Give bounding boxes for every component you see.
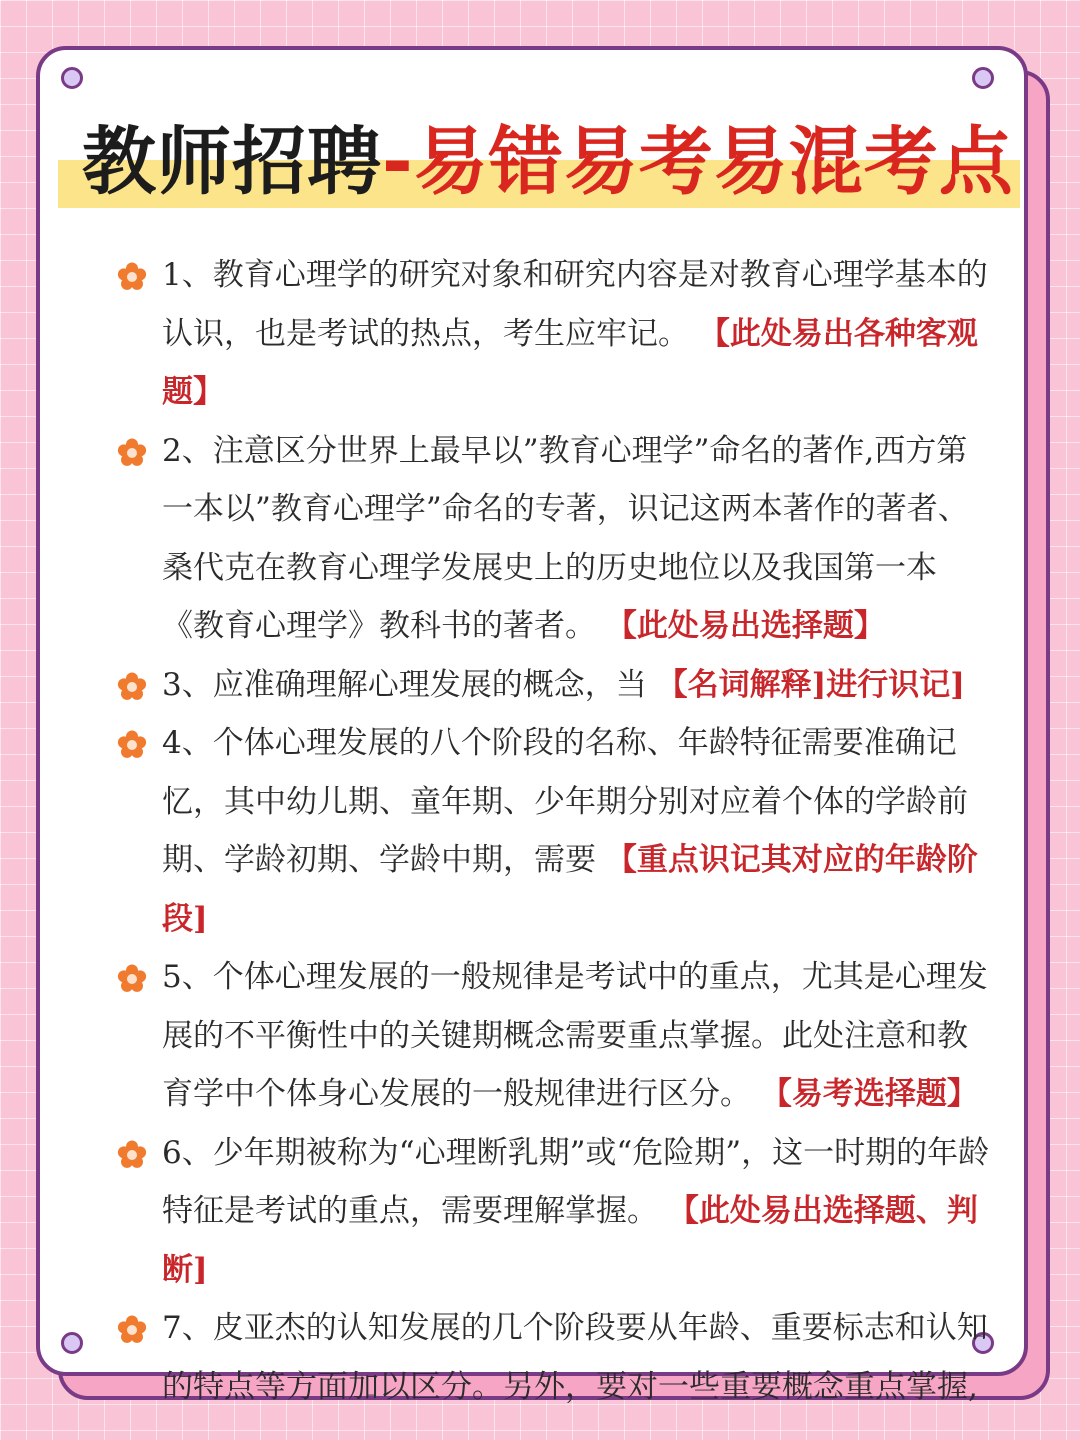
item-text: 2、注意区分世界上最早以”教育心理学”命名的著作,西方第一本以”教育心理学”命名的专著，识记这两本著作的著者、桑代克在教育心理学发展史上的历史地位以及我国第一本《教育心理学》教科书的著者。	[162, 432, 969, 644]
page-title	[82, 112, 1014, 212]
item-text: 1、教育心理学的研究对象和研究内容是对教育心理学基本的认识，也是考试的热点，考生应牢记。	[162, 257, 988, 352]
item-text: 6、少年期被称为“心理断乳期”或“危险期”，这一时期的年龄特征是考试的重点，需要理解掌握。	[162, 1134, 990, 1229]
flower-icon	[116, 1314, 148, 1346]
flower-icon	[116, 671, 148, 703]
item-text: 5、个体心理发展的一般规律是考试中的重点，尤其是心理发展的不平衡性中的关键期概念需要重点掌握。此处注意和教育学中个体身心发展的一般规律进行区分。	[162, 959, 988, 1112]
item-highlight: 【易考选择题】	[760, 1076, 978, 1112]
list-item	[112, 714, 992, 948]
item-highlight: 【此处易出选择题、判断]	[162, 1193, 978, 1288]
item-text-block	[162, 422, 992, 656]
list-item	[112, 422, 992, 656]
list-item	[112, 1299, 992, 1416]
item-text-block	[162, 948, 992, 1124]
title-part-2: -易错易考易混考点	[382, 119, 1014, 205]
flower-icon	[116, 437, 148, 469]
item-text-block	[162, 714, 992, 948]
pin-bottom-left-icon	[61, 1332, 83, 1354]
item-highlight: 【重点识记其对应的年龄阶段]	[162, 842, 978, 937]
list-item	[112, 246, 992, 422]
pin-top-right-icon	[972, 67, 994, 89]
title-part-1: 教师招聘	[82, 119, 382, 205]
flower-icon	[116, 729, 148, 761]
tips-list	[112, 246, 992, 1416]
item-text: 4、个体心理发展的八个阶段的名称、年龄特征需要准确记忆，其中幼儿期、童年期、少年期分别对应着个体的学龄前期、学龄初期、学龄中期，需要	[162, 725, 968, 878]
item-highlight: 【此处易出选择题】	[605, 608, 885, 644]
item-text-block	[162, 246, 992, 422]
list-item	[112, 656, 992, 715]
list-item	[112, 1124, 992, 1300]
flower-icon	[116, 963, 148, 995]
item-highlight: 【名词解释]进行识记]	[656, 666, 965, 703]
item-text: 7、皮亚杰的认知发展的几个阶段要从年龄、重要标志和认知的特点等方面加以区分。另外，要对一些重要概念重点掌握,	[162, 1310, 988, 1405]
item-highlight: 【此处易出各种客观题】	[162, 315, 978, 410]
pin-top-left-icon	[61, 67, 83, 89]
item-text: 3、应准确理解心理发展的概念，当	[162, 666, 647, 703]
flower-icon	[116, 1139, 148, 1171]
item-text-block	[162, 1299, 992, 1416]
list-item	[112, 948, 992, 1124]
item-text-block	[162, 1124, 992, 1300]
item-text-block	[162, 656, 992, 715]
flower-icon	[116, 261, 148, 293]
